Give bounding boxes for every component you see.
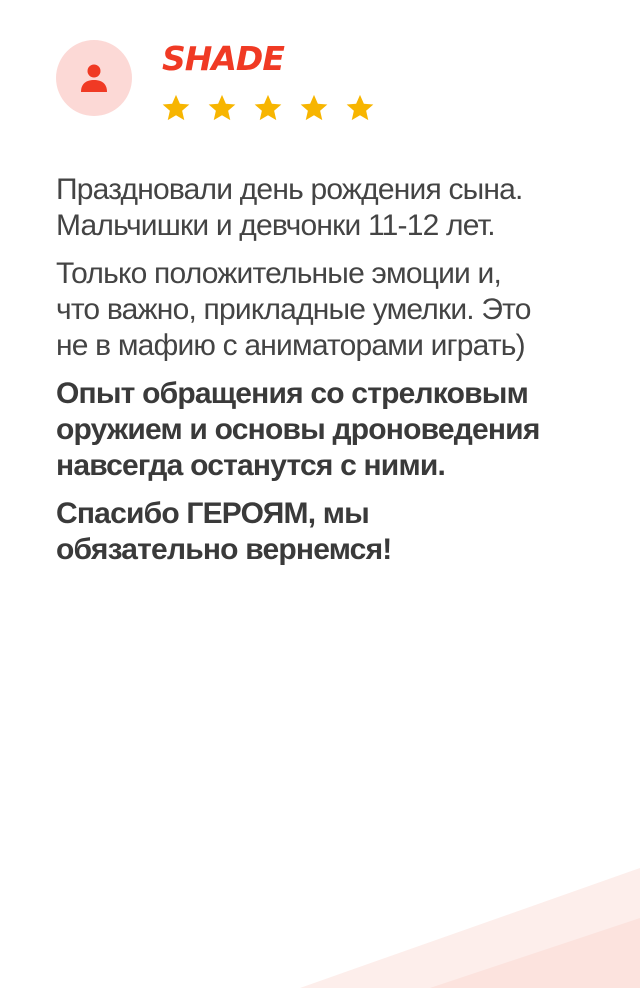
review-line: обязательно вернемся! xyxy=(56,533,392,566)
review-line: не в мафию с аниматорами играть) xyxy=(56,329,525,362)
review-text xyxy=(56,172,616,568)
review-paragraph-highlight xyxy=(56,376,616,484)
star-icon xyxy=(206,92,238,124)
review-card xyxy=(56,40,616,580)
rating-stars xyxy=(160,92,376,124)
review-paragraph xyxy=(56,172,616,244)
brand-logo: SHADE xyxy=(162,39,284,78)
review-line: что важно, прикладные умелки. Это xyxy=(56,293,531,326)
review-line: Праздновали день рождения сына. xyxy=(56,173,523,206)
star-icon xyxy=(160,92,192,124)
star-icon xyxy=(298,92,330,124)
star-icon xyxy=(344,92,376,124)
review-line: навсегда останутся с ними. xyxy=(56,449,446,482)
review-line: Только положительные эмоции и, xyxy=(56,257,502,290)
review-paragraph-highlight xyxy=(56,496,616,568)
avatar xyxy=(56,40,132,116)
review-line: Опыт обращения со стрелковым xyxy=(56,377,528,410)
review-header xyxy=(56,40,616,124)
review-line: оружием и основы дроноведения xyxy=(56,413,540,446)
review-line: Спасибо ГЕРОЯМ, мы xyxy=(56,497,369,530)
user-icon xyxy=(77,61,111,95)
review-paragraph xyxy=(56,256,616,364)
review-line: Мальчишки и девчонки 11-12 лет. xyxy=(56,209,495,242)
star-icon xyxy=(252,92,284,124)
